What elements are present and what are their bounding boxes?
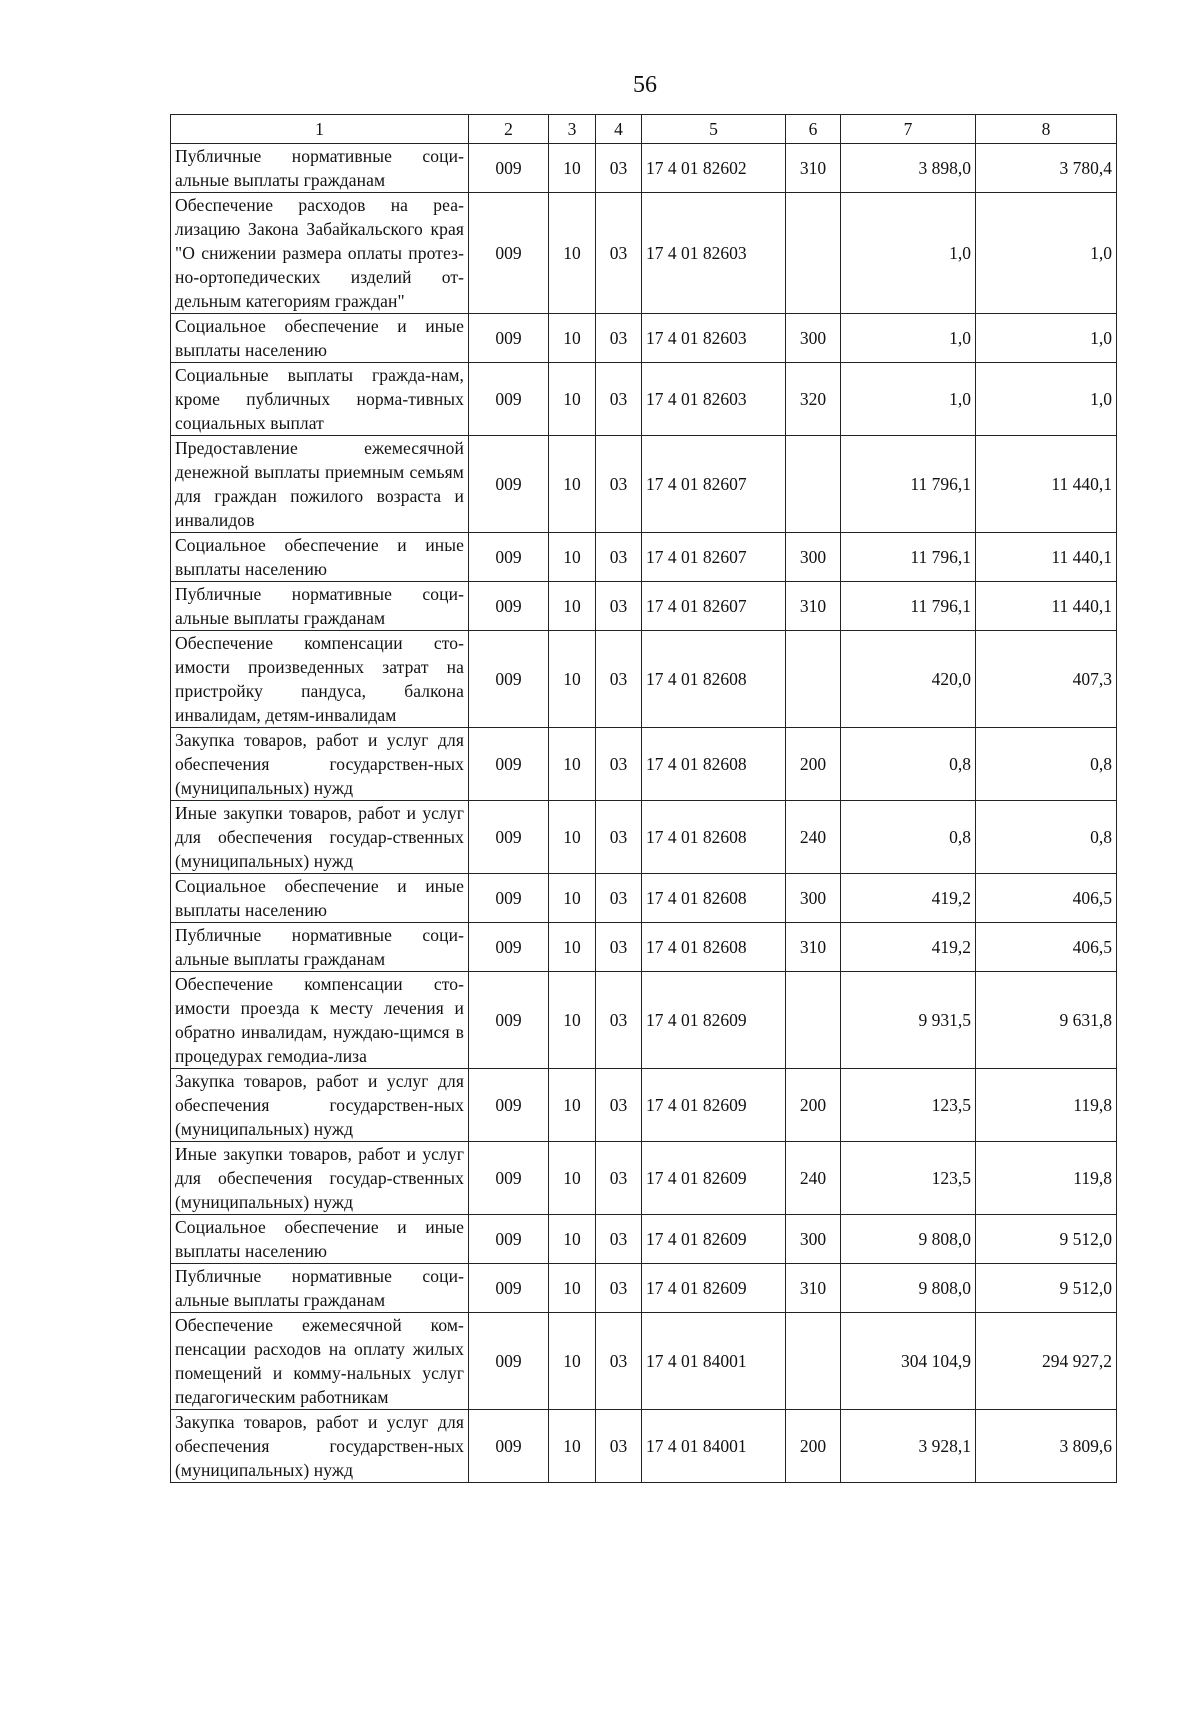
expense-type-cell	[786, 631, 841, 728]
ministry-code-cell: 009	[469, 436, 549, 533]
section-code-cell: 10	[549, 631, 596, 728]
ministry-code-cell: 009	[469, 144, 549, 193]
subsection-code-cell: 03	[596, 1142, 642, 1215]
target-article-cell: 17 4 01 82607	[642, 533, 786, 582]
ministry-code-cell: 009	[469, 1313, 549, 1410]
section-code-cell: 10	[549, 874, 596, 923]
expense-type-cell: 200	[786, 1069, 841, 1142]
amount-cell: 419,2	[841, 874, 976, 923]
amount-cell: 9 512,0	[976, 1264, 1117, 1313]
amount-cell: 304 104,9	[841, 1313, 976, 1410]
expense-type-cell	[786, 193, 841, 314]
section-code-cell: 10	[549, 1142, 596, 1215]
expense-type-cell: 240	[786, 801, 841, 874]
expense-type-cell	[786, 436, 841, 533]
table-row	[171, 801, 1117, 874]
subsection-code-cell: 03	[596, 144, 642, 193]
ministry-code-cell: 009	[469, 631, 549, 728]
target-article-cell: 17 4 01 82609	[642, 1142, 786, 1215]
target-article-cell: 17 4 01 82603	[642, 363, 786, 436]
ministry-code-cell: 009	[469, 1069, 549, 1142]
section-code-cell: 10	[549, 1410, 596, 1483]
amount-cell: 123,5	[841, 1142, 976, 1215]
subsection-code-cell: 03	[596, 631, 642, 728]
ministry-code-cell: 009	[469, 1410, 549, 1483]
expense-type-cell: 200	[786, 1410, 841, 1483]
target-article-cell: 17 4 01 82608	[642, 631, 786, 728]
item-name-cell: Публичные нормативные соци-альные выплаты гражданам	[171, 582, 469, 631]
table-row	[171, 582, 1117, 631]
expense-type-cell	[786, 1313, 841, 1410]
amount-cell: 0,8	[841, 801, 976, 874]
section-code-cell: 10	[549, 363, 596, 436]
subsection-code-cell: 03	[596, 1069, 642, 1142]
table-row	[171, 193, 1117, 314]
expense-type-cell: 320	[786, 363, 841, 436]
expense-type-cell: 310	[786, 144, 841, 193]
subsection-code-cell: 03	[596, 1215, 642, 1264]
amount-cell: 0,8	[976, 801, 1117, 874]
item-name-cell: Обеспечение ежемесячной ком-пенсации расходов на оплату жилых помещений и комму-нальных услуг педагогическим работникам	[171, 1313, 469, 1410]
ministry-code-cell: 009	[469, 314, 549, 363]
table-row	[171, 1410, 1117, 1483]
table-row	[171, 874, 1117, 923]
item-name-cell: Социальное обеспечение и иные выплаты населению	[171, 1215, 469, 1264]
ministry-code-cell: 009	[469, 193, 549, 314]
amount-cell: 9 512,0	[976, 1215, 1117, 1264]
target-article-cell: 17 4 01 84001	[642, 1313, 786, 1410]
amount-cell: 3 928,1	[841, 1410, 976, 1483]
section-code-cell: 10	[549, 1215, 596, 1264]
item-name-cell: Обеспечение компенсации сто-имости произведенных затрат на пристройку пандуса, балкона инвалидам, детям-инвалидам	[171, 631, 469, 728]
target-article-cell: 17 4 01 82609	[642, 1215, 786, 1264]
subsection-code-cell: 03	[596, 1264, 642, 1313]
target-article-cell: 17 4 01 82609	[642, 1069, 786, 1142]
table-header-row	[171, 115, 1117, 144]
ministry-code-cell: 009	[469, 533, 549, 582]
item-name-cell: Публичные нормативные соци-альные выплаты гражданам	[171, 923, 469, 972]
subsection-code-cell: 03	[596, 874, 642, 923]
subsection-code-cell: 03	[596, 728, 642, 801]
table-row	[171, 436, 1117, 533]
amount-cell: 3 780,4	[976, 144, 1117, 193]
item-name-cell: Социальное обеспечение и иные выплаты населению	[171, 874, 469, 923]
target-article-cell: 17 4 01 82603	[642, 193, 786, 314]
item-name-cell: Закупка товаров, работ и услуг для обеспечения государствен-ных (муниципальных) нужд	[171, 728, 469, 801]
amount-cell: 9 808,0	[841, 1215, 976, 1264]
expense-type-cell: 310	[786, 1264, 841, 1313]
subsection-code-cell: 03	[596, 436, 642, 533]
ministry-code-cell: 009	[469, 923, 549, 972]
section-code-cell: 10	[549, 1264, 596, 1313]
expense-type-cell: 200	[786, 728, 841, 801]
amount-cell: 119,8	[976, 1069, 1117, 1142]
amount-cell: 11 440,1	[976, 582, 1117, 631]
expense-type-cell	[786, 972, 841, 1069]
target-article-cell: 17 4 01 82608	[642, 801, 786, 874]
table-row	[171, 923, 1117, 972]
amount-cell: 3 898,0	[841, 144, 976, 193]
ministry-code-cell: 009	[469, 363, 549, 436]
amount-cell: 11 796,1	[841, 582, 976, 631]
section-code-cell: 10	[549, 1069, 596, 1142]
amount-cell: 1,0	[976, 363, 1117, 436]
item-name-cell: Иные закупки товаров, работ и услуг для обеспечения государ-ственных (муниципальных) нужд	[171, 1142, 469, 1215]
amount-cell: 407,3	[976, 631, 1117, 728]
target-article-cell: 17 4 01 82608	[642, 728, 786, 801]
amount-cell: 419,2	[841, 923, 976, 972]
target-article-cell: 17 4 01 82608	[642, 874, 786, 923]
amount-cell: 420,0	[841, 631, 976, 728]
ministry-code-cell: 009	[469, 874, 549, 923]
ministry-code-cell: 009	[469, 1215, 549, 1264]
table-row	[171, 1142, 1117, 1215]
amount-cell: 0,8	[976, 728, 1117, 801]
table-row	[171, 314, 1117, 363]
table-row	[171, 363, 1117, 436]
ministry-code-cell: 009	[469, 972, 549, 1069]
amount-cell: 3 809,6	[976, 1410, 1117, 1483]
ministry-code-cell: 009	[469, 1142, 549, 1215]
table-row	[171, 728, 1117, 801]
table-row	[171, 144, 1117, 193]
subsection-code-cell: 03	[596, 923, 642, 972]
item-name-cell: Социальное обеспечение и иные выплаты населению	[171, 314, 469, 363]
amount-cell: 1,0	[976, 193, 1117, 314]
amount-cell: 9 631,8	[976, 972, 1117, 1069]
amount-cell: 0,8	[841, 728, 976, 801]
section-code-cell: 10	[549, 533, 596, 582]
subsection-code-cell: 03	[596, 533, 642, 582]
section-code-cell: 10	[549, 436, 596, 533]
subsection-code-cell: 03	[596, 801, 642, 874]
item-name-cell: Публичные нормативные соци-альные выплаты гражданам	[171, 144, 469, 193]
amount-cell: 9 808,0	[841, 1264, 976, 1313]
section-code-cell: 10	[549, 193, 596, 314]
target-article-cell: 17 4 01 82602	[642, 144, 786, 193]
target-article-cell: 17 4 01 82609	[642, 1264, 786, 1313]
ministry-code-cell: 009	[469, 582, 549, 631]
amount-cell: 406,5	[976, 923, 1117, 972]
amount-cell: 11 796,1	[841, 533, 976, 582]
header-cell: 8	[976, 115, 1117, 144]
subsection-code-cell: 03	[596, 363, 642, 436]
header-cell: 3	[549, 115, 596, 144]
section-code-cell: 10	[549, 923, 596, 972]
amount-cell: 1,0	[841, 193, 976, 314]
amount-cell: 1,0	[841, 363, 976, 436]
table-row	[171, 631, 1117, 728]
section-code-cell: 10	[549, 728, 596, 801]
expense-type-cell: 310	[786, 582, 841, 631]
target-article-cell: 17 4 01 82607	[642, 582, 786, 631]
header-cell: 1	[171, 115, 469, 144]
target-article-cell: 17 4 01 84001	[642, 1410, 786, 1483]
expense-type-cell: 300	[786, 874, 841, 923]
amount-cell: 1,0	[841, 314, 976, 363]
item-name-cell: Социальное обеспечение и иные выплаты населению	[171, 533, 469, 582]
page-number: 56	[633, 72, 657, 98]
section-code-cell: 10	[549, 582, 596, 631]
subsection-code-cell: 03	[596, 1410, 642, 1483]
target-article-cell: 17 4 01 82608	[642, 923, 786, 972]
budget-table	[170, 114, 1117, 1483]
section-code-cell: 10	[549, 801, 596, 874]
header-cell: 2	[469, 115, 549, 144]
table-body	[171, 144, 1117, 1483]
amount-cell: 9 931,5	[841, 972, 976, 1069]
item-name-cell: Обеспечение компенсации сто-имости проезда к месту лечения и обратно инвалидам, нуждаю-щимся в процедурах гемодиа-лиза	[171, 972, 469, 1069]
target-article-cell: 17 4 01 82603	[642, 314, 786, 363]
expense-type-cell: 300	[786, 1215, 841, 1264]
ministry-code-cell: 009	[469, 728, 549, 801]
subsection-code-cell: 03	[596, 972, 642, 1069]
header-cell: 6	[786, 115, 841, 144]
subsection-code-cell: 03	[596, 193, 642, 314]
header-cell: 7	[841, 115, 976, 144]
item-name-cell: Публичные нормативные соци-альные выплаты гражданам	[171, 1264, 469, 1313]
amount-cell: 11 440,1	[976, 533, 1117, 582]
amount-cell: 1,0	[976, 314, 1117, 363]
amount-cell: 11 796,1	[841, 436, 976, 533]
section-code-cell: 10	[549, 972, 596, 1069]
amount-cell: 123,5	[841, 1069, 976, 1142]
header-cell: 5	[642, 115, 786, 144]
table-row	[171, 1313, 1117, 1410]
target-article-cell: 17 4 01 82607	[642, 436, 786, 533]
table-row	[171, 1264, 1117, 1313]
item-name-cell: Предоставление ежемесячной денежной выплаты приемным семьям для граждан пожилого возраста и инвалидов	[171, 436, 469, 533]
expense-type-cell: 310	[786, 923, 841, 972]
expense-type-cell: 300	[786, 314, 841, 363]
expense-type-cell: 240	[786, 1142, 841, 1215]
subsection-code-cell: 03	[596, 1313, 642, 1410]
section-code-cell: 10	[549, 1313, 596, 1410]
header-cell: 4	[596, 115, 642, 144]
subsection-code-cell: 03	[596, 582, 642, 631]
table-row	[171, 533, 1117, 582]
table-row	[171, 1069, 1117, 1142]
ministry-code-cell: 009	[469, 1264, 549, 1313]
item-name-cell: Закупка товаров, работ и услуг для обеспечения государствен-ных (муниципальных) нужд	[171, 1069, 469, 1142]
item-name-cell: Иные закупки товаров, работ и услуг для обеспечения государ-ственных (муниципальных) нужд	[171, 801, 469, 874]
subsection-code-cell: 03	[596, 314, 642, 363]
item-name-cell: Социальные выплаты гражда-нам, кроме публичных норма-тивных социальных выплат	[171, 363, 469, 436]
amount-cell: 406,5	[976, 874, 1117, 923]
ministry-code-cell: 009	[469, 801, 549, 874]
item-name-cell: Закупка товаров, работ и услуг для обеспечения государствен-ных (муниципальных) нужд	[171, 1410, 469, 1483]
table-row	[171, 1215, 1117, 1264]
section-code-cell: 10	[549, 314, 596, 363]
amount-cell: 294 927,2	[976, 1313, 1117, 1410]
amount-cell: 119,8	[976, 1142, 1117, 1215]
table-row	[171, 972, 1117, 1069]
target-article-cell: 17 4 01 82609	[642, 972, 786, 1069]
item-name-cell: Обеспечение расходов на реа-лизацию Закона Забайкальского края "О снижении размера оплаты протез-но-ортопедических изделий от-дельным категориям граждан"	[171, 193, 469, 314]
amount-cell: 11 440,1	[976, 436, 1117, 533]
expense-type-cell: 300	[786, 533, 841, 582]
section-code-cell: 10	[549, 144, 596, 193]
